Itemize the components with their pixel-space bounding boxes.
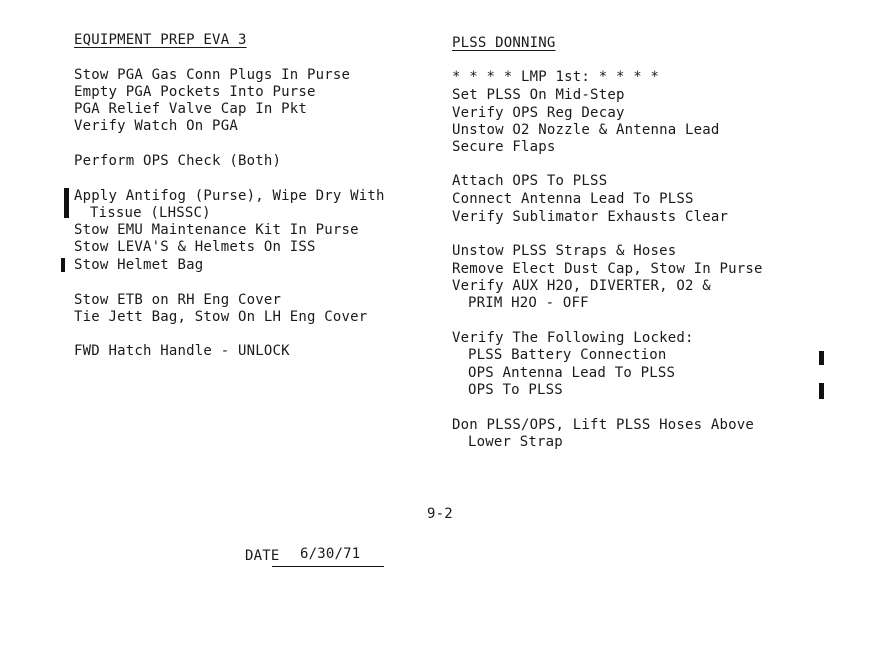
change-bar — [64, 188, 69, 218]
right-step: Unstow PLSS Straps & Hoses — [452, 243, 677, 259]
right-step: Verify Sublimator Exhausts Clear — [452, 209, 729, 225]
right-step: Unstow O2 Nozzle & Antenna Lead — [452, 122, 720, 138]
right-step: Verify AUX H2O, DIVERTER, O2 & — [452, 278, 711, 294]
change-bar — [61, 258, 65, 272]
right-substep: OPS Antenna Lead To PLSS — [468, 365, 676, 381]
left-step: Stow PGA Gas Conn Plugs In Purse — [74, 67, 351, 83]
date-label: DATE — [245, 548, 280, 564]
left-step: Stow EMU Maintenance Kit In Purse — [74, 222, 359, 238]
left-step: Stow LEVA'S & Helmets On ISS — [74, 239, 316, 255]
right-substep: OPS To PLSS — [468, 382, 563, 398]
left-step: Apply Antifog (Purse), Wipe Dry With — [74, 188, 385, 204]
right-step: Verify OPS Reg Decay — [452, 105, 625, 121]
right-step: Set PLSS On Mid-Step — [452, 87, 625, 103]
right-step: Connect Antenna Lead To PLSS — [452, 191, 694, 207]
change-bar — [819, 351, 824, 365]
right-heading: PLSS DONNING — [452, 35, 556, 51]
left-heading: EQUIPMENT PREP EVA 3 — [74, 32, 247, 48]
right-substep: PLSS Battery Connection — [468, 347, 667, 363]
left-step-continuation: Tissue (LHSSC) — [90, 205, 211, 221]
left-step: Perform OPS Check (Both) — [74, 153, 282, 169]
right-step: Remove Elect Dust Cap, Stow In Purse — [452, 261, 763, 277]
left-step: Verify Watch On PGA — [74, 118, 238, 134]
right-step: Don PLSS/OPS, Lift PLSS Hoses Above — [452, 417, 755, 433]
left-step: Stow Helmet Bag — [74, 257, 204, 273]
date-value: 6/30/71 — [300, 546, 361, 562]
left-step: Empty PGA Pockets Into Purse — [74, 84, 316, 100]
left-step: Tie Jett Bag, Stow On LH Eng Cover — [74, 309, 368, 325]
left-step: Stow ETB on RH Eng Cover — [74, 292, 282, 308]
date-underline — [272, 566, 384, 567]
right-step: Secure Flaps — [452, 139, 556, 155]
right-step: Attach OPS To PLSS — [452, 173, 608, 189]
left-step: PGA Relief Valve Cap In Pkt — [74, 101, 307, 117]
change-bar — [819, 383, 824, 399]
right-step-continuation: PRIM H2O - OFF — [468, 295, 589, 311]
page-number: 9-2 — [427, 506, 453, 522]
left-step: FWD Hatch Handle - UNLOCK — [74, 343, 290, 359]
right-step: Verify The Following Locked: — [452, 330, 694, 346]
right-step-continuation: Lower Strap — [468, 434, 563, 450]
right-step: * * * * LMP 1st: * * * * — [452, 69, 660, 85]
